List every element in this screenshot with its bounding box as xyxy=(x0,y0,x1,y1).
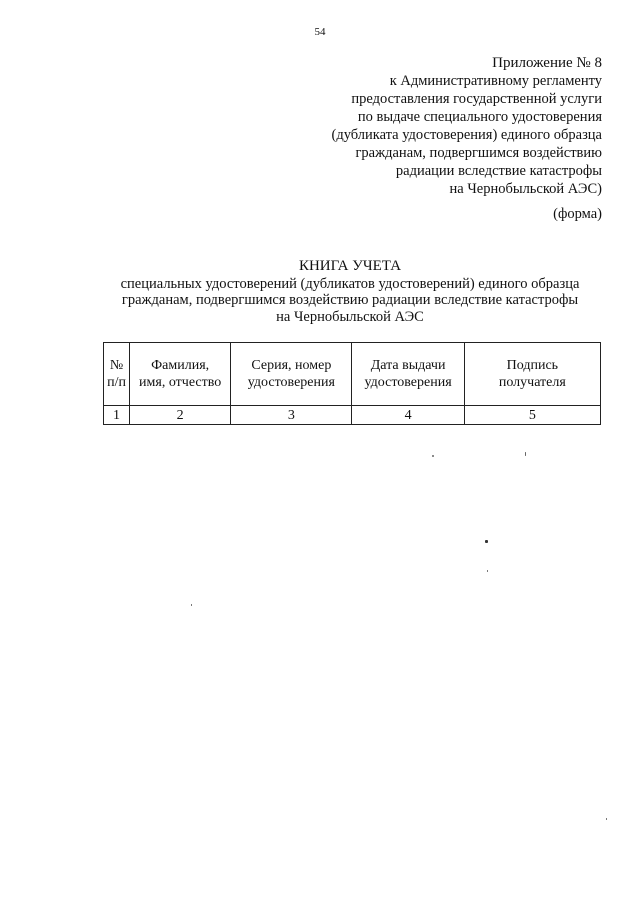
table-cell: 3 xyxy=(231,406,352,425)
header-signature-line1: Подпись xyxy=(506,358,559,373)
table-numbering-row xyxy=(104,406,601,425)
scan-speck xyxy=(525,452,526,456)
scan-speck xyxy=(485,540,488,543)
header-number xyxy=(104,343,130,406)
appendix-line: к Административному регламенту xyxy=(389,73,602,89)
table-cell: 5 xyxy=(464,406,600,425)
scan-speck xyxy=(432,455,434,457)
header-full-name xyxy=(130,343,231,406)
scan-speck xyxy=(606,818,607,820)
header-number-line1: № xyxy=(109,358,124,373)
appendix-line: радиации вследствие катастрофы xyxy=(395,163,602,179)
header-signature-line2: получателя xyxy=(498,375,566,390)
header-full-name-line2: имя, отчество xyxy=(139,375,222,390)
document-subtitle-line: на Чернобыльской АЭС xyxy=(276,308,424,325)
header-number-line2: п/п xyxy=(107,375,126,390)
table-header-row xyxy=(104,343,601,406)
header-issue-date-line2: удостоверения xyxy=(364,375,452,390)
header-full-name-line1: Фамилия, xyxy=(151,358,210,373)
header-certificate-number xyxy=(231,343,352,406)
document-subtitle-line: гражданам, подвергшимся воздействию радиации вследствие катастрофы xyxy=(121,292,579,308)
appendix-line: на Чернобыльской АЭС) xyxy=(449,181,602,197)
form-mark: (форма) xyxy=(553,206,602,222)
appendix-line: гражданам, подвергшимся воздействию xyxy=(355,145,602,161)
scan-speck xyxy=(487,570,488,572)
header-certificate-number-line2: удостоверения xyxy=(247,375,335,390)
appendix-header xyxy=(272,54,602,198)
page-number: 54 xyxy=(314,26,326,38)
header-certificate-number-line1: Серия, номер xyxy=(251,358,332,373)
header-issue-date-line1: Дата выдачи xyxy=(370,358,446,373)
table-cell: 1 xyxy=(104,406,130,425)
appendix-line: (дубликата удостоверения) единого образца xyxy=(331,127,602,143)
header-issue-date xyxy=(352,343,464,406)
appendix-line: Приложение № 8 xyxy=(492,55,602,71)
register-table xyxy=(103,342,601,425)
header-signature xyxy=(464,343,600,406)
scan-speck xyxy=(191,604,192,606)
table-cell: 2 xyxy=(130,406,231,425)
document-title: КНИГА УЧЕТА xyxy=(298,258,402,274)
appendix-line: по выдаче специального удостоверения xyxy=(357,109,602,125)
appendix-line: предоставления государственной услуги xyxy=(351,91,602,107)
document-title-block xyxy=(60,258,640,325)
table-cell: 4 xyxy=(352,406,464,425)
document-subtitle-line: специальных удостоверений (дубликатов удостоверений) единого образца xyxy=(120,275,580,292)
